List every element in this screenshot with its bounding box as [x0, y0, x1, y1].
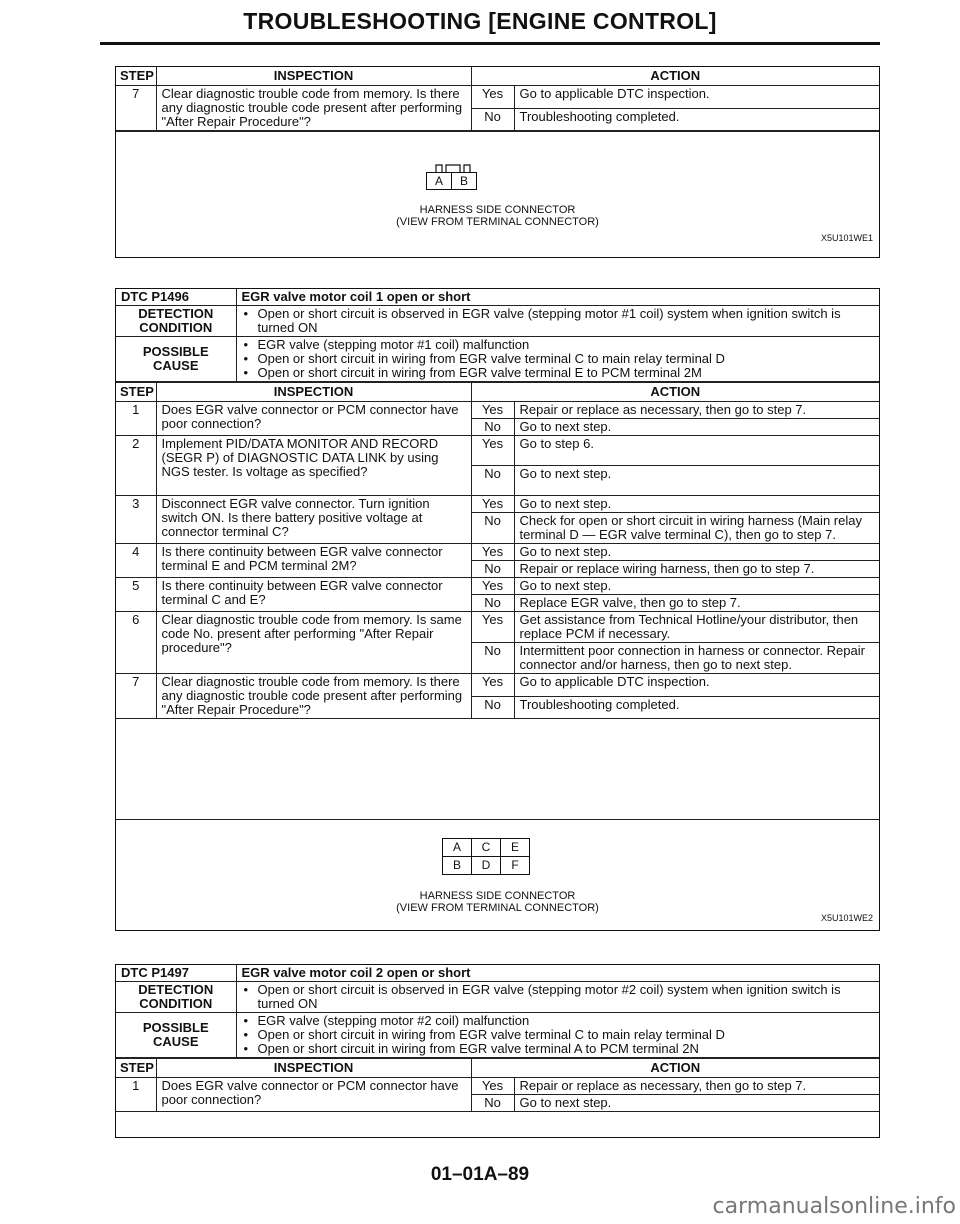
cause-label: POSSIBLE CAUSE	[116, 1013, 236, 1058]
connector-pin: B	[443, 857, 472, 874]
connector-pin: A	[443, 839, 472, 856]
yes-label: Yes	[471, 612, 514, 643]
no-label: No	[471, 108, 514, 131]
no-action: Replace EGR valve, then go to step 7.	[514, 595, 879, 612]
action-header: ACTION	[471, 383, 879, 402]
top-step-block	[115, 66, 880, 258]
dtc-header-row	[116, 289, 879, 306]
page-number: 01–01A–89	[430, 1164, 530, 1185]
step-number: 3	[116, 496, 156, 544]
connector-row	[443, 839, 529, 856]
connector-pin: E	[510, 840, 519, 854]
detection-label: DETECTION CONDITION	[116, 982, 236, 1013]
no-action: Go to next step.	[514, 1095, 879, 1112]
dtc-p1497-step-table	[116, 1058, 879, 1112]
detection-row	[116, 982, 879, 1013]
step-number: 6	[116, 612, 156, 674]
cause-item: • EGR valve (stepping motor #2 coil) malfunction	[242, 1014, 875, 1028]
dtc-p1497-info-table	[116, 965, 879, 1058]
yes-action: Go to next step.	[514, 496, 879, 513]
dtc-p1497-block	[115, 964, 880, 1138]
inspection-text: Disconnect EGR valve connector. Turn ignition switch ON. Is there battery positive voltage at connector terminal C?	[156, 496, 471, 544]
dtc-title: EGR valve motor coil 1 open or short	[236, 289, 879, 306]
yes-action: Repair or replace as necessary, then go to step 7.	[514, 402, 879, 419]
yes-label: Yes	[471, 674, 514, 697]
dtc-p1496-step-table	[116, 382, 879, 719]
connector-pin: B	[459, 174, 468, 188]
yes-action: Go to applicable DTC inspection.	[514, 86, 879, 109]
cause-list	[236, 1013, 879, 1058]
table-row	[116, 496, 879, 513]
top-step-table	[116, 67, 879, 131]
connector-pin: C	[472, 839, 501, 856]
no-label: No	[471, 643, 514, 674]
detection-label: DETECTION CONDITION	[116, 306, 236, 337]
no-label: No	[471, 696, 514, 719]
inspection-header: INSPECTION	[156, 383, 471, 402]
step-number: 7	[116, 674, 156, 719]
detection-text	[236, 982, 879, 1013]
detection-row	[116, 306, 879, 337]
title-rule	[100, 42, 880, 45]
connector-tabs-icon	[428, 162, 488, 174]
dtc-p1496-block	[115, 288, 880, 931]
figure-ref: X5U101WE1	[820, 233, 873, 243]
step-number: 5	[116, 578, 156, 612]
yes-action: Go to applicable DTC inspection.	[514, 674, 879, 697]
yes-action: Go to step 6.	[514, 436, 879, 466]
watermark: carmanualsonline.info	[712, 1194, 956, 1219]
dtc-title: EGR valve motor coil 2 open or short	[236, 965, 879, 982]
no-action: Check for open or short circuit in wiring harness (Main relay terminal D — EGR valve terminal C), then go to step 7.	[514, 513, 879, 544]
action-header: ACTION	[471, 1059, 879, 1078]
cause-item: • EGR valve (stepping motor #1 coil) malfunction	[242, 338, 875, 352]
connector-pin: A	[427, 173, 452, 189]
yes-label: Yes	[471, 578, 514, 595]
connector-caption	[116, 204, 879, 228]
table-row	[116, 402, 879, 419]
table-row	[116, 674, 879, 697]
no-action: Go to next step.	[514, 466, 879, 496]
no-action: Troubleshooting completed.	[514, 696, 879, 719]
connector-caption	[116, 890, 879, 914]
page-title: TROUBLESHOOTING [ENGINE CONTROL]	[243, 8, 717, 34]
step-number: 7	[116, 86, 156, 131]
dtc-header-row	[116, 965, 879, 982]
action-header: ACTION	[471, 67, 879, 86]
yes-label: Yes	[471, 496, 514, 513]
table-row	[116, 436, 879, 466]
inspection-text: Is there continuity between EGR valve connector terminal C and E?	[156, 578, 471, 612]
no-label: No	[471, 595, 514, 612]
table-row	[116, 578, 879, 595]
no-action: Intermittent poor connection in harness or connector. Repair connector and/or harness, then go to next step.	[514, 643, 879, 674]
step-number: 1	[116, 1078, 156, 1112]
yes-label: Yes	[471, 1078, 514, 1095]
dtc-p1496-info-table	[116, 289, 879, 382]
yes-action: Go to next step.	[514, 578, 879, 595]
cause-item: • Open or short circuit in wiring from EGR valve terminal C to main relay terminal D	[242, 352, 875, 366]
no-action: Repair or replace wiring harness, then go to step 7.	[514, 561, 879, 578]
detection-item: • Open or short circuit is observed in EGR valve (stepping motor #2 coil) system when ignition switch is turned ON	[242, 983, 875, 1011]
step-number: 4	[116, 544, 156, 578]
table-row	[116, 86, 879, 109]
connector-row	[443, 856, 529, 874]
caption-line: HARNESS SIDE CONNECTOR	[419, 890, 576, 902]
table-row	[116, 612, 879, 643]
connector-diagram	[116, 131, 879, 249]
inspection-text: Clear diagnostic trouble code from memory. Is there any diagnostic trouble code present after performing "After Repair Procedure"?	[156, 86, 471, 131]
cause-item: • Open or short circuit in wiring from EGR valve terminal A to PCM terminal 2N	[242, 1042, 875, 1056]
cause-row	[116, 337, 879, 382]
table-header-row	[116, 67, 879, 86]
cause-item: • Open or short circuit in wiring from EGR valve terminal C to main relay terminal D	[242, 1028, 875, 1042]
no-label: No	[471, 419, 514, 436]
dtc-code: DTC P1496	[116, 289, 236, 306]
inspection-text: Does EGR valve connector or PCM connector have poor connection?	[156, 402, 471, 436]
no-label: No	[471, 1095, 514, 1112]
table-row	[116, 544, 879, 561]
no-action: Troubleshooting completed.	[514, 108, 879, 131]
yes-action: Repair or replace as necessary, then go to step 7.	[514, 1078, 879, 1095]
inspection-text: Is there continuity between EGR valve connector terminal E and PCM terminal 2M?	[156, 544, 471, 578]
detection-item: • Open or short circuit is observed in EGR valve (stepping motor #1 coil) system when ignition switch is turned ON	[242, 307, 875, 335]
yes-action: Go to next step.	[514, 544, 879, 561]
table-header-row	[116, 383, 879, 402]
step-number: 1	[116, 402, 156, 436]
no-label: No	[471, 513, 514, 544]
detection-text	[236, 306, 879, 337]
figure-ref: X5U101WE2	[820, 913, 873, 923]
inspection-text: Clear diagnostic trouble code from memory. Is same code No. present after performing "After Repair procedure"?	[156, 612, 471, 674]
connector-pin: F	[511, 858, 519, 872]
inspection-header: INSPECTION	[156, 1059, 471, 1078]
cause-list	[236, 337, 879, 382]
step-header: STEP	[116, 1059, 156, 1078]
caption-line: (VIEW FROM TERMINAL CONNECTOR)	[396, 216, 599, 228]
connector-pin: D	[472, 857, 501, 874]
no-action: Go to next step.	[514, 419, 879, 436]
caption-line: (VIEW FROM TERMINAL CONNECTOR)	[396, 902, 599, 914]
step-header: STEP	[116, 67, 156, 86]
inspection-header: INSPECTION	[156, 67, 471, 86]
cause-label: POSSIBLE CAUSE	[116, 337, 236, 382]
dtc-code: DTC P1497	[116, 965, 236, 982]
yes-label: Yes	[471, 402, 514, 419]
step-number: 2	[116, 436, 156, 496]
yes-label: Yes	[471, 544, 514, 561]
connector-diagram	[116, 819, 879, 930]
connector-ab	[426, 172, 477, 190]
yes-action: Get assistance from Technical Hotline/your distributor, then replace PCM if necessary.	[514, 612, 879, 643]
caption-line: HARNESS SIDE CONNECTOR	[419, 204, 576, 216]
no-label: No	[471, 466, 514, 496]
cause-row	[116, 1013, 879, 1058]
connector-six-pin	[442, 838, 530, 875]
table-header-row	[116, 1059, 879, 1078]
table-row	[116, 1078, 879, 1095]
yes-label: Yes	[471, 436, 514, 466]
inspection-text: Does EGR valve connector or PCM connector have poor connection?	[156, 1078, 471, 1112]
inspection-text: Implement PID/DATA MONITOR AND RECORD (SEGR P) of DIAGNOSTIC DATA LINK by using NGS tester. Is voltage as specified?	[156, 436, 471, 496]
inspection-text: Clear diagnostic trouble code from memory. Is there any diagnostic trouble code present after performing "After Repair Procedure"?	[156, 674, 471, 719]
cause-item: • Open or short circuit in wiring from EGR valve terminal E to PCM terminal 2M	[242, 366, 875, 380]
no-label: No	[471, 561, 514, 578]
step-header: STEP	[116, 383, 156, 402]
yes-label: Yes	[471, 86, 514, 109]
